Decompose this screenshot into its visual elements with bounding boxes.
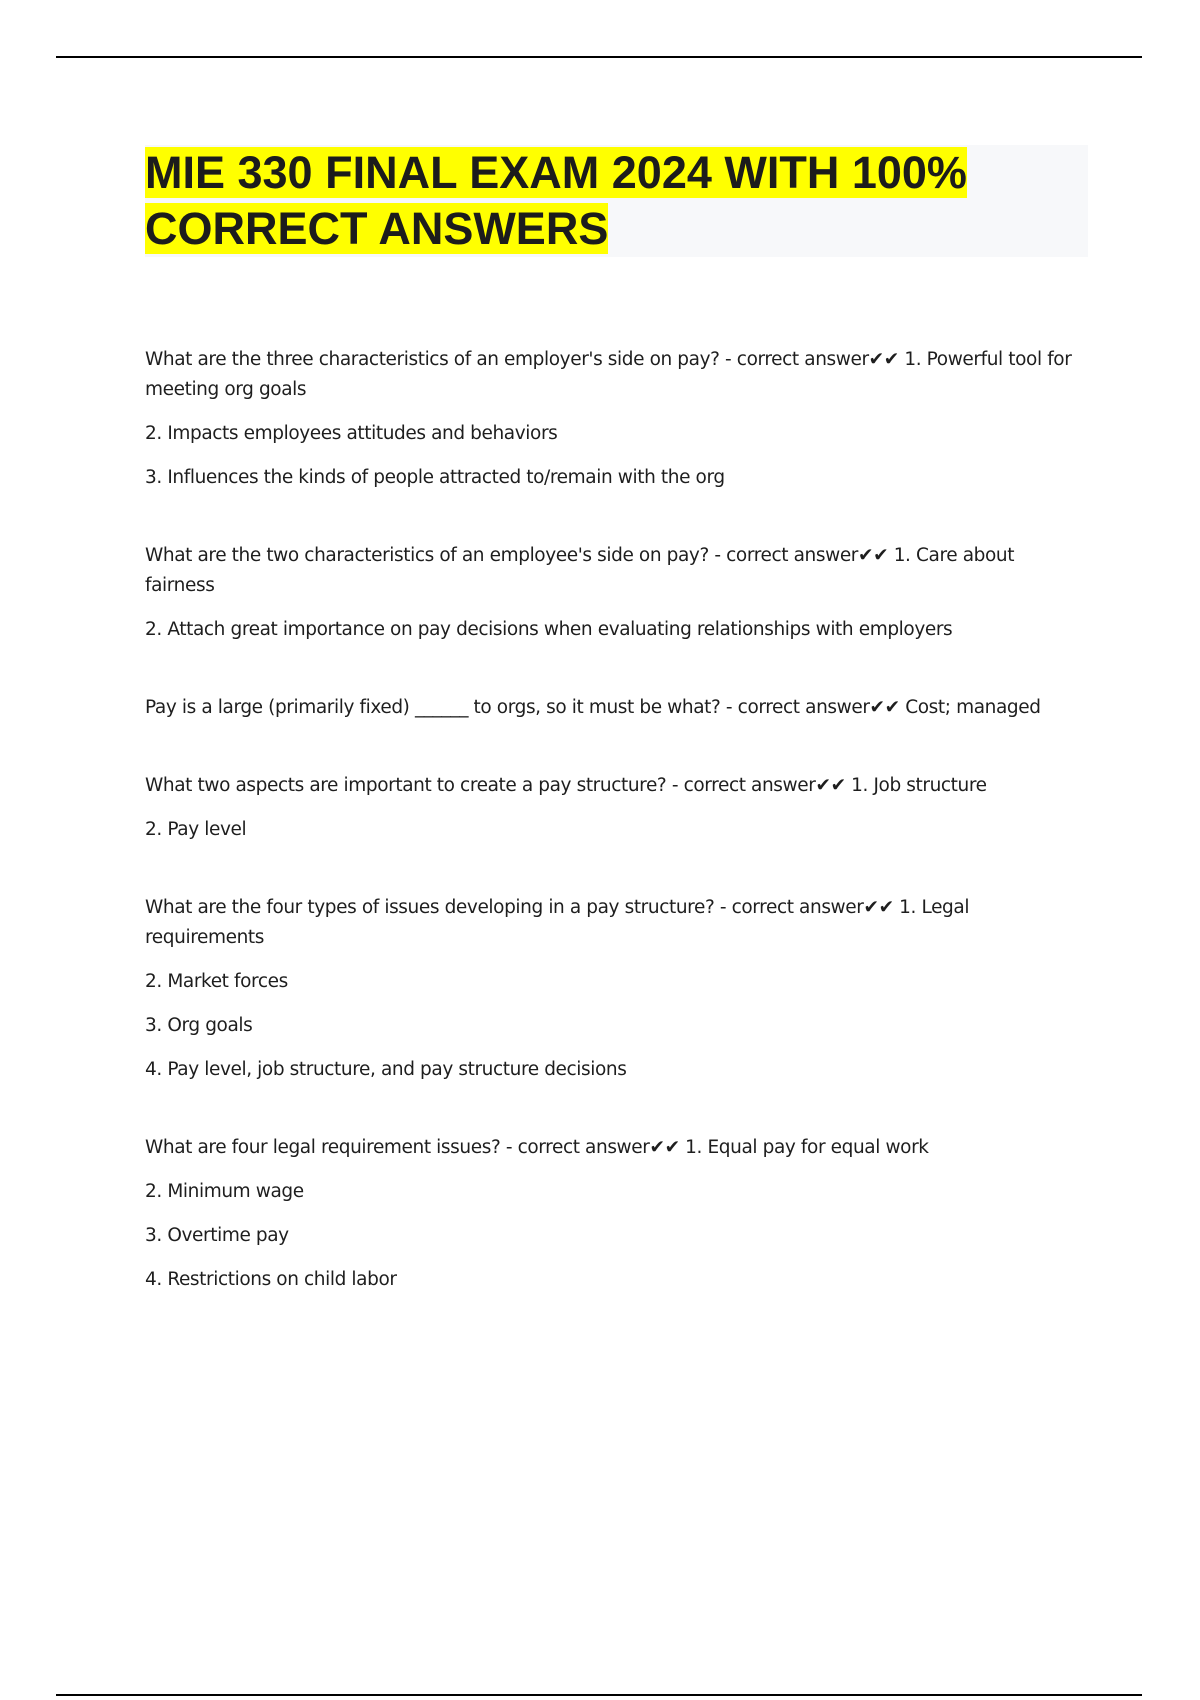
- qa-list: [145, 345, 1075, 1343]
- top-rule: [56, 56, 1142, 58]
- answer-line: 3. Org goals: [145, 1015, 253, 1036]
- answer-line: 2. Market forces: [145, 971, 288, 992]
- qa-item: [145, 1133, 1075, 1295]
- answer-line: 2. Attach great importance on pay decisions when evaluating relationships with employers: [145, 619, 953, 640]
- qa-item: [145, 893, 1075, 1085]
- question: What are the three characteristics of an employer's side on pay? - correct answer✔✔ 1. Powerful tool for meeting org goals: [145, 349, 1072, 400]
- answer-line: 2. Minimum wage: [145, 1181, 304, 1202]
- qa-item: [145, 541, 1075, 645]
- question: Pay is a large (primarily fixed) ______ to orgs, so it must be what? - correct answer✔✔ Cost; managed: [145, 697, 1041, 718]
- qa-item: [145, 693, 1075, 723]
- answer-line: 2. Impacts employees attitudes and behaviors: [145, 423, 558, 444]
- answer-line: 2. Pay level: [145, 819, 247, 840]
- question: What two aspects are important to create a pay structure? - correct answer✔✔ 1. Job structure: [145, 775, 987, 796]
- question: What are four legal requirement issues? - correct answer✔✔ 1. Equal pay for equal work: [145, 1137, 929, 1158]
- bottom-rule: [56, 1694, 1142, 1696]
- qa-item: [145, 771, 1075, 845]
- answer-line: 3. Influences the kinds of people attracted to/remain with the org: [145, 467, 725, 488]
- question: What are the two characteristics of an employee's side on pay? - correct answer✔✔ 1. Care about fairness: [145, 545, 1015, 596]
- answer-line: 4. Restrictions on child labor: [145, 1269, 397, 1290]
- qa-item: [145, 345, 1075, 493]
- document-title-text: MIE 330 FINAL EXAM 2024 WITH 100% CORRECT ANSWERS: [145, 147, 967, 254]
- question: What are the four types of issues developing in a pay structure? - correct answer✔✔ 1. Legal requirements: [145, 897, 970, 948]
- answer-line: 3. Overtime pay: [145, 1225, 289, 1246]
- document-title: [145, 145, 1085, 257]
- answer-line: 4. Pay level, job structure, and pay structure decisions: [145, 1059, 627, 1080]
